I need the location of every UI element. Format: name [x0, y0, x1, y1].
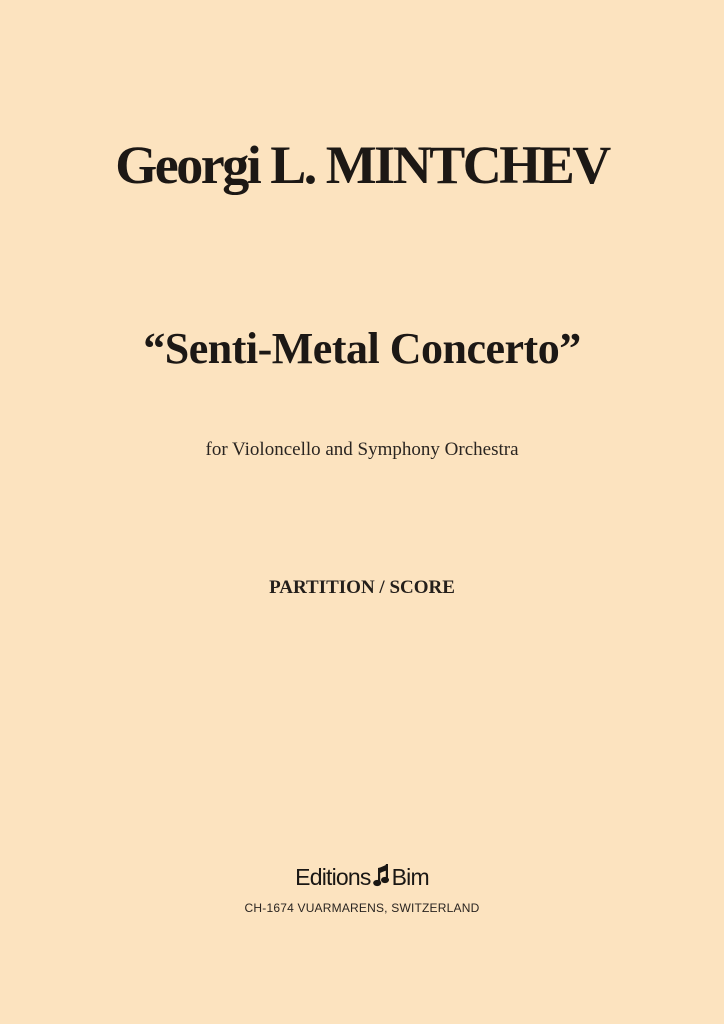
- edition-type-label: PARTITION / SCORE: [269, 577, 455, 598]
- publisher-address: CH-1674 VUARMARENS, SWITZERLAND: [244, 901, 480, 915]
- music-note-icon: [373, 864, 391, 890]
- work-title: “Senti-Metal Concerto”: [143, 324, 581, 373]
- composer-name: Georgi L. MINTCHEV: [115, 135, 609, 195]
- publisher-logo-word-editions: Editions: [295, 863, 371, 890]
- instrumentation-subtitle: for Violoncello and Symphony Orchestra: [205, 439, 519, 460]
- publisher-logo: [0, 864, 724, 890]
- publisher-logo-word-bim: Bim: [391, 863, 429, 890]
